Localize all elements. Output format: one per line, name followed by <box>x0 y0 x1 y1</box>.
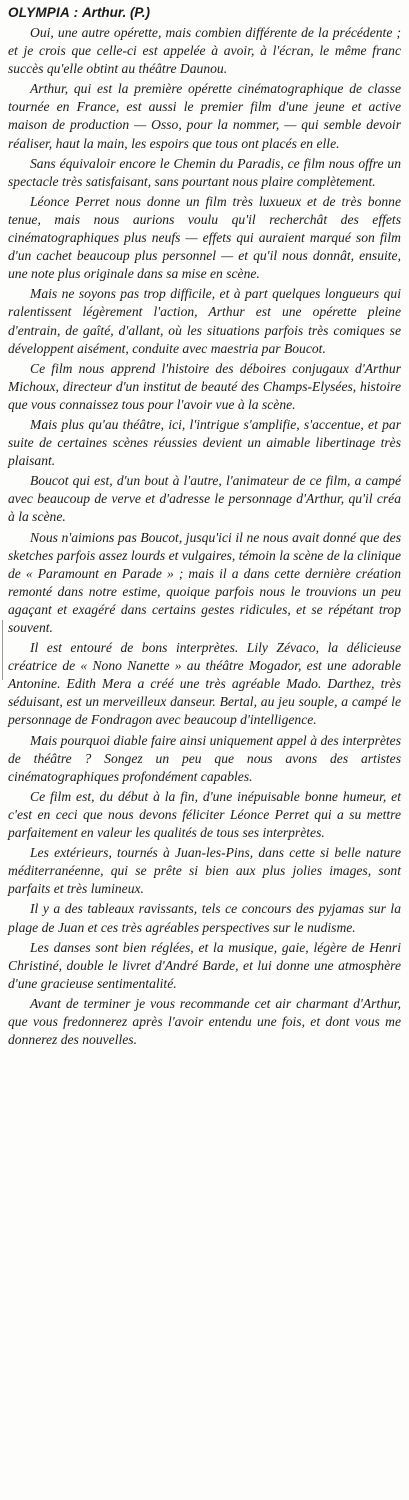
review-body <box>8 24 401 1049</box>
paragraph: Oui, une autre opérette, mais combien différente de la précédente ; et je crois que celle-ci est appelée à avoir, à l'écran, le même franc succès qu'elle obtint au théâtre Daunou. <box>8 25 401 77</box>
paragraph: Avant de terminer je vous recommande cet air charmant d'Arthur, que vous fredonnerez après l'avoir entendu une fois, et dont vous me donnerez des nouvelles. <box>8 995 401 1048</box>
cinema-name: OLYMPIA <box>8 5 70 20</box>
paragraph: Mais pourquoi diable faire ainsi uniquement appel à des interprètes de théâtre ? Songez un peu que nous avons des artistes cinématographiques profondément capables. <box>8 732 401 784</box>
paragraph: Arthur, qui est la première opérette cinématographique de classe tournée en France, est aussi le premier film d'une jeune et active maison de production — Osso, pour la nommer, — qui semble devoir réaliser, haut la main, les espoirs que tous ont placés en elle. <box>8 81 401 151</box>
paragraph: Les danses sont bien réglées, et la musique, gaie, légère de Henri Christiné, double le livret d'André Barde, et lui donne une atmosphère d'une gracieuse sentimentalité. <box>8 939 401 991</box>
paragraph: Ce film nous apprend l'histoire des déboires conjugaux d'Arthur Michoux, directeur d'un institut de beauté des Champs-Elysées, histoire que vous connaissez tous pour l'avoir vue à la scène. <box>8 360 401 412</box>
paragraph: Ce film est, du début à la fin, d'une inépuisable bonne humeur, et c'est en ceci que nous devons féliciter Léonce Perret qui a su mettre parfaitement en valeur les qualités de tous ses interprètes. <box>8 788 401 841</box>
paragraph: Boucot qui est, d'un bout à l'autre, l'animateur de ce film, a campé avec beaucoup de verve et d'adresse le personnage d'Arthur, qu'il créa à la scène. <box>8 473 401 525</box>
heading-separator: : <box>73 5 79 20</box>
paragraph: Sans équivaloir encore le Chemin du Paradis, ce film nous offre un spectacle très satisfaisant, sans pourtant nous plaire complètement. <box>8 155 401 189</box>
paragraph: Les extérieurs, tournés à Juan-les-Pins, dans cette si belle nature méditerranéenne, qui se prête si bien aux plus jolies images, sont parfaits et très lumineux. <box>8 845 401 897</box>
paragraph: Il est entouré de bons interprètes. Lily Zévaco, la délicieuse créatrice de « Nono Nanette » au théâtre Mogador, est une adorable Antonine. Edith Mera a créé une très agréable Mado. Darthez, très séduisant, est un merveilleux danseur. Bertal, au jeu souple, a campé le personnage de Fondragon avec beaucoup d'intelligence. <box>8 640 401 728</box>
paragraph: Léonce Perret nous donne un film très luxueux et de très bonne tenue, mais nous aurions voulu qu'il recherchât des effets cinématographiques plus neufs — effets qui auraient marqué son film d'un cachet beaucoup plus personnel — et qu'il nous donnât, ensuite, une note plus originale dans sa mise en scène. <box>8 193 401 282</box>
paragraph: Nous n'aimions pas Boucot, jusqu'ici il ne nous avait donné que des sketches parfois assez lourds et vulgaires, témoin la scène de la clinique de « Paramount en Parade » ; mais il a dans cette dernière création remonté dans notre estime, quoique parfois nous le trouvions un peu agaçant et exagéré dans certains gestes ridicules, et se répétant trop souvent. <box>8 529 401 635</box>
film-title: Arthur. (P.) <box>81 5 150 20</box>
paragraph: Mais ne soyons pas trop difficile, et à part quelques longueurs qui ralentissent légèrement l'action, Arthur est une opérette pleine d'entrain, de gaîté, d'allant, où les situations parfois très comiques se développent aisément, conduite avec maestria par Boucot. <box>8 286 401 356</box>
paragraph: Il y a des tableaux ravissants, tels ce concours des pyjamas sur la plage de Juan et ces très agréables perspectives sur le nudisme. <box>8 901 401 935</box>
review-heading <box>8 4 401 24</box>
paragraph: Mais plus qu'au théâtre, ici, l'intrigue s'amplifie, s'accentue, et par suite de certaines scènes réussies devient un aimable libertinage très plaisant. <box>8 416 401 469</box>
column-margin-rule <box>2 620 3 680</box>
